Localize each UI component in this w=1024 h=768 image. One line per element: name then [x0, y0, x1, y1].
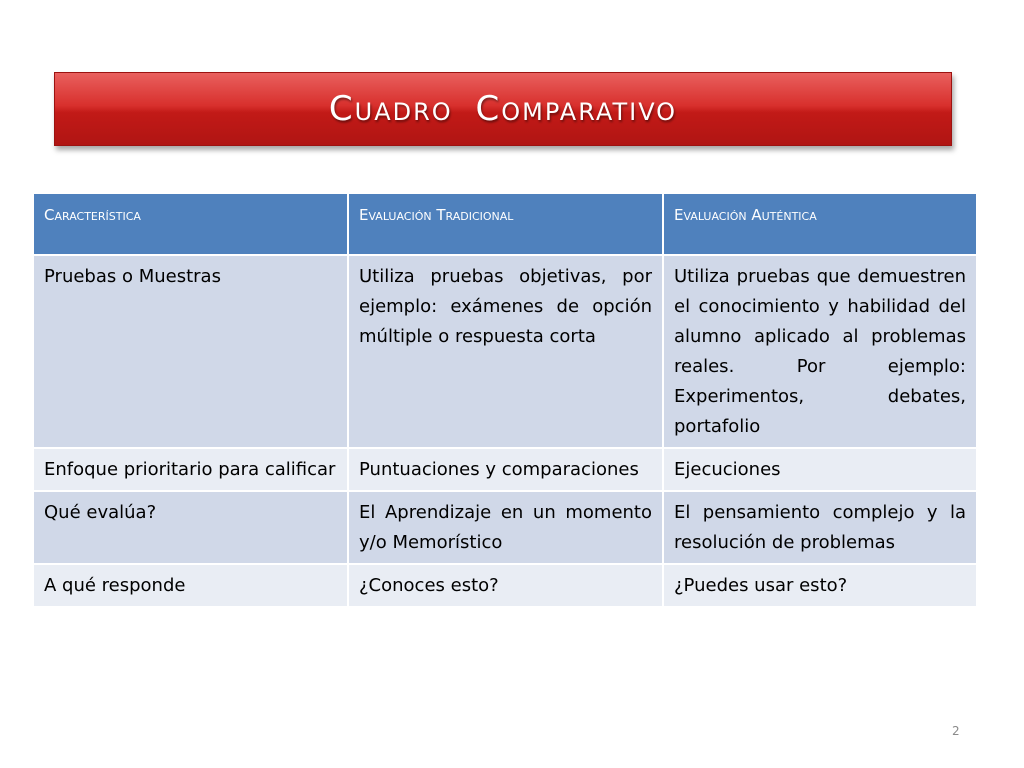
slide-title: Cuadro Comparativo	[328, 89, 678, 129]
page-number: 2	[952, 724, 960, 738]
table-row	[33, 564, 977, 607]
table-cell: El Aprendizaje en un momento y/o Memorístico	[348, 491, 663, 564]
table-header-row	[33, 193, 977, 255]
table-cell: Qué evalúa?	[33, 491, 348, 564]
table-row	[33, 448, 977, 491]
title-banner	[54, 72, 952, 146]
table-cell: Enfoque prioritario para calificar	[33, 448, 348, 491]
header-cell-tradicional: Evaluación Tradicional	[348, 193, 663, 255]
table-cell: El pensamiento complejo y la resolución de problemas	[663, 491, 977, 564]
table-cell: Utiliza pruebas que demuestren el conocimiento y habilidad del alumno aplicado al problemas reales. Por ejemplo: Experimentos, debates, portafolio	[663, 255, 977, 448]
table-cell: Puntuaciones y comparaciones	[348, 448, 663, 491]
table-cell: Ejecuciones	[663, 448, 977, 491]
table-row	[33, 491, 977, 564]
table-cell: Pruebas o Muestras	[33, 255, 348, 448]
table-row	[33, 255, 977, 448]
table-cell: A qué responde	[33, 564, 348, 607]
table-cell: Utiliza pruebas objetivas, por ejemplo: exámenes de opción múltiple o respuesta corta	[348, 255, 663, 448]
header-cell-caracteristica: Característica	[33, 193, 348, 255]
comparison-table	[32, 192, 978, 608]
table-cell: ¿Puedes usar esto?	[663, 564, 977, 607]
table-cell: ¿Conoces esto?	[348, 564, 663, 607]
header-cell-autentica: Evaluación Auténtica	[663, 193, 977, 255]
